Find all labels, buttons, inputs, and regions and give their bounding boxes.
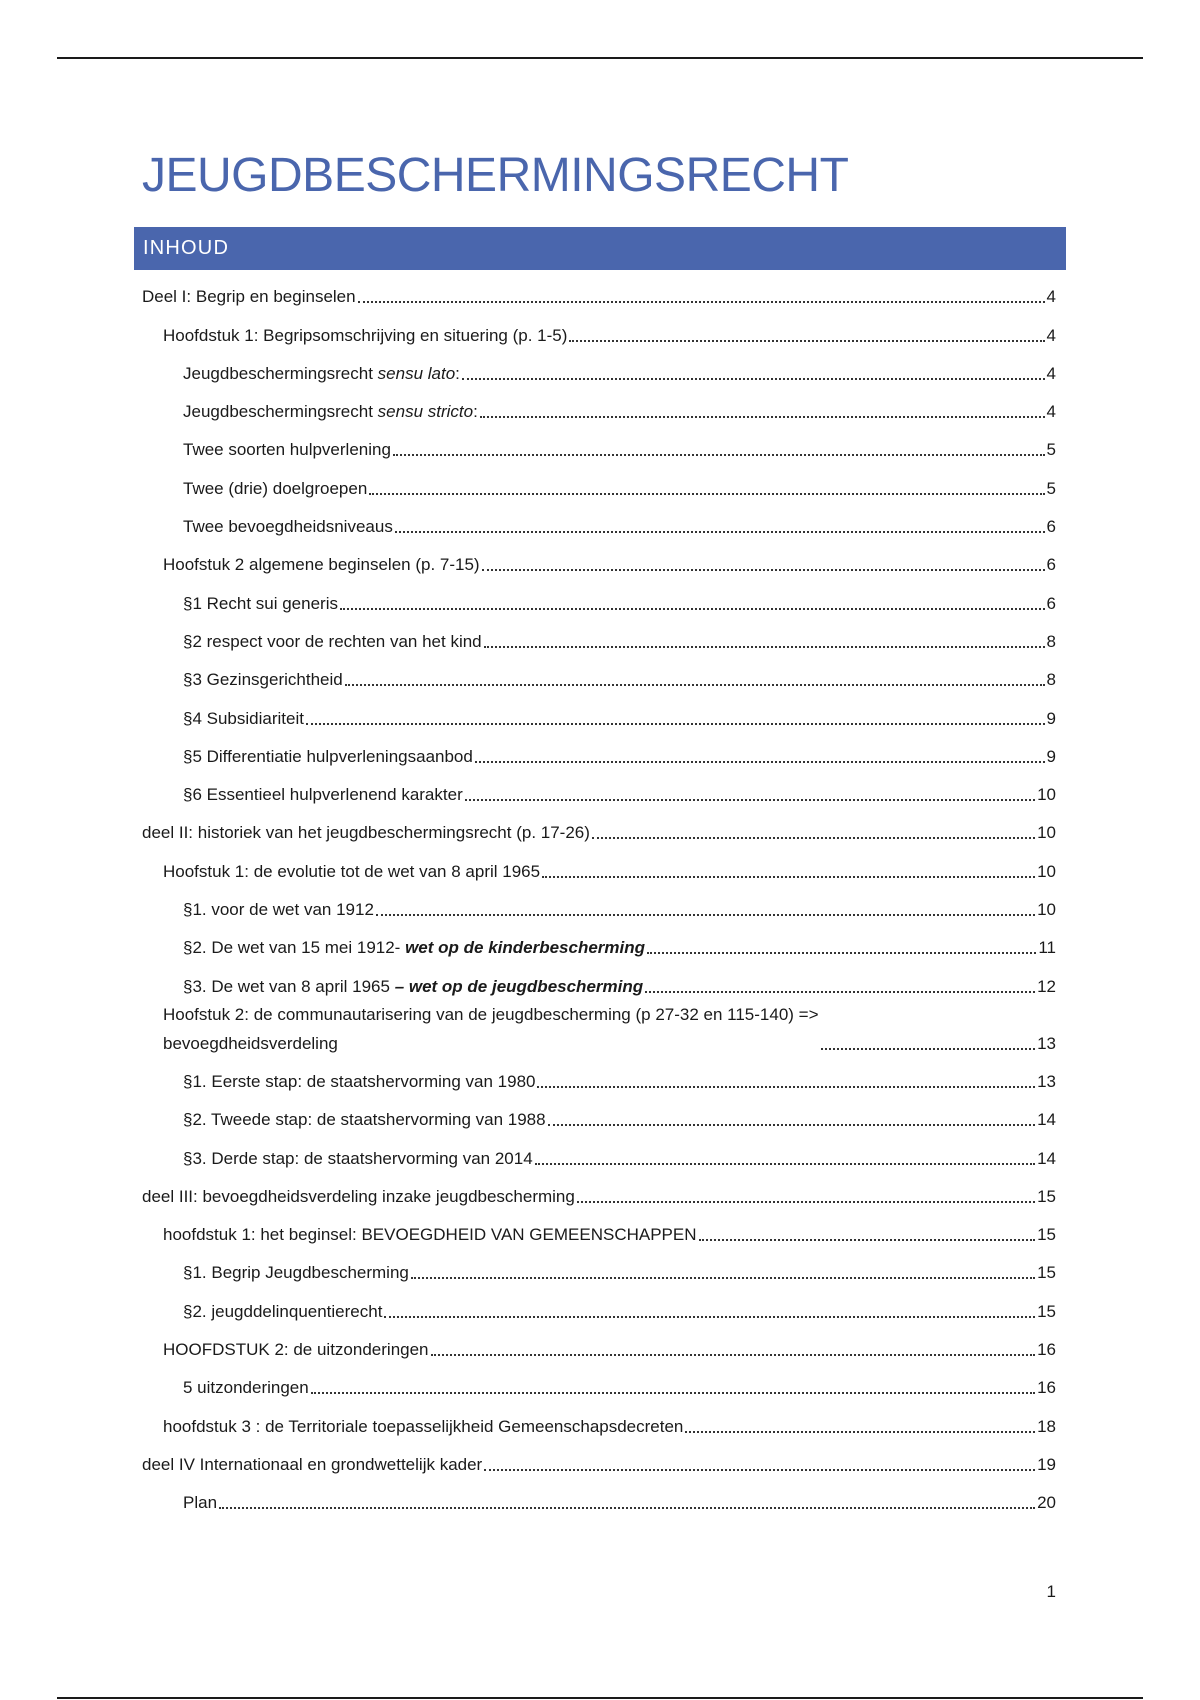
- toc-entry[interactable]: [142, 772, 1056, 810]
- toc-entry-label-italic: sensu lato: [377, 363, 456, 383]
- toc-entry-label: [183, 1302, 382, 1322]
- toc-entry[interactable]: [142, 1250, 1056, 1288]
- toc-entry-label: [183, 1263, 409, 1283]
- toc-entry-label-text: HOOFDSTUK 2: de uitzonderingen: [163, 1340, 429, 1360]
- toc-entry-label-text: hoofdstuk 1: het beginsel: BEVOEGDHEID VAN GEMEENSCHAPPEN: [163, 1225, 697, 1245]
- toc-leader-dots: [311, 1392, 1035, 1394]
- toc-entry[interactable]: [142, 1174, 1056, 1212]
- toc-entry[interactable]: [142, 1288, 1056, 1326]
- toc-entry-label-text: Plan: [183, 1493, 218, 1513]
- toc-entry[interactable]: [142, 657, 1056, 695]
- toc-entry-page: 15: [1037, 1186, 1056, 1206]
- toc-leader-dots: [465, 799, 1035, 801]
- toc-entry-page: 6: [1046, 593, 1056, 613]
- toc-entry-label: [183, 1378, 309, 1398]
- toc-entry-label: [183, 785, 463, 805]
- toc-entry[interactable]: [142, 504, 1056, 542]
- toc-leader-dots: [358, 301, 1045, 303]
- toc-leader-dots: [219, 1507, 1035, 1509]
- toc-entry-label-italic: sensu stricto: [377, 402, 474, 422]
- toc-entry-label-text: Jeugdbeschermingsrecht: [183, 363, 378, 383]
- toc-entry-label: [183, 900, 374, 920]
- toc-entry-label: [163, 862, 540, 882]
- toc-entry-label-text: Deel I: Begrip en beginselen: [142, 287, 356, 307]
- toc-leader-dots: [384, 1316, 1035, 1318]
- toc-leader-dots: [484, 646, 1045, 648]
- toc-entry-page: 4: [1046, 287, 1056, 307]
- toc-leader-dots: [431, 1354, 1036, 1356]
- toc-entry-label: [183, 938, 645, 958]
- toc-entry[interactable]: [142, 848, 1056, 886]
- toc-entry-label: [142, 823, 590, 843]
- toc-entry-label: [142, 287, 356, 307]
- toc-entry-page: 14: [1037, 1148, 1056, 1168]
- toc-entry-label-text: §3. De wet van 8 april 1965: [183, 976, 395, 996]
- toc-entry-page: 8: [1046, 670, 1056, 690]
- top-rule: [57, 57, 1143, 59]
- toc-entry-page: 10: [1037, 823, 1056, 843]
- toc-entry-label-text: §2 respect voor de rechten van het kind: [183, 631, 482, 651]
- toc-entry-label: [183, 364, 460, 384]
- toc-heading: INHOUD: [134, 227, 1066, 270]
- toc-entry[interactable]: [142, 619, 1056, 657]
- toc-entry-label: [183, 402, 478, 422]
- toc-leader-dots: [340, 608, 1045, 610]
- toc-entry-label: [183, 517, 393, 537]
- toc-entry-page: 15: [1037, 1263, 1056, 1283]
- toc-leader-dots: [542, 876, 1035, 878]
- toc-entry-label-text: Jeugdbeschermingsrecht: [183, 402, 378, 422]
- toc-leader-dots: [306, 723, 1045, 725]
- table-of-contents: [142, 274, 1056, 1518]
- toc-entry-label-text: §5 Differentiatie hulpverleningsaanbod: [183, 746, 473, 766]
- toc-entry[interactable]: [142, 1327, 1056, 1365]
- toc-entry[interactable]: [142, 1480, 1056, 1518]
- toc-entry-label-emphasis: wet op de kinderbescherming: [405, 938, 646, 958]
- toc-entry-label: [163, 326, 567, 346]
- toc-entry-label-line2: bevoegdheidsverdeling: [163, 1033, 338, 1053]
- toc-entry-page: 14: [1037, 1110, 1056, 1130]
- toc-entry-label-text: §6 Essentieel hulpverlenend karakter: [183, 785, 463, 805]
- bottom-rule: [57, 1697, 1143, 1699]
- toc-leader-dots: [462, 378, 1045, 380]
- toc-entry[interactable]: [142, 389, 1056, 427]
- toc-entry[interactable]: [142, 351, 1056, 389]
- toc-entry-page: 10: [1037, 900, 1056, 920]
- toc-leader-dots: [475, 761, 1045, 763]
- toc-entry-label-text: Hoofdstuk 1: Begripsomschrijving en situering (p. 1-5): [163, 325, 568, 345]
- toc-entry-page: 13: [1037, 1071, 1056, 1091]
- toc-leader-dots: [369, 493, 1044, 495]
- toc-entry[interactable]: [142, 465, 1056, 503]
- toc-entry[interactable]: [142, 1403, 1056, 1441]
- toc-entry-label: [183, 747, 473, 767]
- toc-entry[interactable]: [142, 887, 1056, 925]
- toc-entry-label: [183, 1072, 535, 1092]
- toc-entry-page: 4: [1046, 325, 1056, 345]
- toc-entry[interactable]: [142, 695, 1056, 733]
- toc-entry-page: 9: [1046, 708, 1056, 728]
- toc-entry-page: 6: [1046, 555, 1056, 575]
- toc-leader-dots: [535, 1163, 1035, 1165]
- toc-entry-label-text: Twee soorten hulpverlening: [183, 440, 391, 460]
- toc-entry-label-text: deel IV Internationaal en grondwettelijk kader: [142, 1454, 483, 1474]
- toc-entry-label-text: §1. voor de wet van 1912: [183, 900, 374, 920]
- toc-leader-dots: [647, 952, 1036, 954]
- toc-leader-dots: [484, 1469, 1035, 1471]
- toc-entry-label-text: deel III: bevoegdheidsverdeling inzake jeugdbescherming: [142, 1186, 575, 1206]
- toc-entry[interactable]: [142, 580, 1056, 618]
- toc-entry-label: [183, 440, 391, 460]
- page-number: 1: [1046, 1582, 1056, 1601]
- toc-leader-dots: [577, 1201, 1035, 1203]
- toc-entry-page: 18: [1037, 1416, 1056, 1436]
- toc-entry-page: 19: [1037, 1454, 1056, 1474]
- toc-entry[interactable]: [142, 1365, 1056, 1403]
- toc-entry-page: 10: [1037, 785, 1056, 805]
- toc-entry-page: 5: [1046, 478, 1056, 498]
- toc-entry-label-line1: Hoofstuk 2: de communautarisering van de jeugdbescherming (p 27-32 en 115-140) =>: [163, 1004, 819, 1024]
- toc-entry-page: 12: [1037, 976, 1056, 996]
- toc-entry[interactable]: [142, 312, 1056, 350]
- toc-entry-page: 9: [1046, 746, 1056, 766]
- toc-entry-label-text: §1. Begrip Jeugdbescherming: [183, 1263, 409, 1283]
- toc-entry[interactable]: [142, 427, 1056, 465]
- toc-leader-dots: [699, 1239, 1036, 1241]
- toc-entry-label: [183, 670, 343, 690]
- toc-entry-page: 15: [1037, 1225, 1056, 1245]
- toc-entry-label-text: §2. jeugddelinquentierecht: [183, 1301, 383, 1321]
- toc-leader-dots: [376, 914, 1035, 916]
- toc-leader-dots: [537, 1086, 1035, 1088]
- toc-leader-dots: [645, 991, 1035, 993]
- toc-entry-label: [183, 1493, 217, 1513]
- toc-entry-label: [183, 594, 338, 614]
- toc-entry-label: [163, 1005, 819, 1054]
- toc-entry-page: 4: [1046, 402, 1056, 422]
- toc-entry-page: 20: [1037, 1493, 1056, 1513]
- toc-entry-label-text: §3 Gezinsgerichtheid: [183, 670, 343, 690]
- toc-entry-page: 10: [1037, 861, 1056, 881]
- toc-entry-label-suffix: :: [455, 363, 460, 383]
- toc-entry-label: [183, 1110, 546, 1130]
- toc-entry[interactable]: [142, 1135, 1056, 1173]
- toc-entry-label: [163, 1417, 683, 1437]
- toc-entry-label: [163, 1225, 697, 1245]
- toc-entry-page: 4: [1046, 363, 1056, 383]
- toc-entry-page: 16: [1037, 1340, 1056, 1360]
- toc-entry-page: 15: [1037, 1301, 1056, 1321]
- toc-entry-page: 11: [1038, 938, 1056, 958]
- toc-entry-label-text: hoofdstuk 3 : de Territoriale toepasselijkheid Gemeenschapsdecreten: [163, 1416, 684, 1436]
- toc-leader-dots: [345, 684, 1045, 686]
- toc-entry-page: 16: [1037, 1378, 1056, 1398]
- toc-entry-label-text: §1. Eerste stap: de staatshervorming van 1980: [183, 1071, 536, 1091]
- toc-entry[interactable]: [142, 274, 1056, 312]
- toc-entry[interactable]: [142, 1002, 1056, 1059]
- toc-entry-label: [163, 555, 480, 575]
- toc-entry[interactable]: [142, 1212, 1056, 1250]
- toc-leader-dots: [395, 531, 1045, 533]
- toc-leader-dots: [482, 569, 1045, 571]
- toc-entry-label-text: Hoofstuk 1: de evolutie tot de wet van 8 april 1965: [163, 861, 541, 881]
- toc-entry-label-text: §2. De wet van 15 mei 1912-: [183, 938, 406, 958]
- toc-leader-dots: [569, 340, 1044, 342]
- toc-entry-label-text: deel II: historiek van het jeugdbeschermingsrecht (p. 17-26): [142, 823, 590, 843]
- toc-leader-dots: [393, 454, 1045, 456]
- toc-entry-label: [142, 1455, 482, 1475]
- toc-entry-label-emphasis: – wet op de jeugdbescherming: [394, 976, 644, 996]
- toc-leader-dots: [480, 416, 1045, 418]
- toc-entry-label-text: §2. Tweede stap: de staatshervorming van 1988: [183, 1110, 546, 1130]
- toc-leader-dots: [411, 1277, 1035, 1279]
- toc-entry[interactable]: [142, 963, 1056, 1001]
- toc-entry-page: 6: [1046, 517, 1056, 537]
- toc-entry-label: [183, 632, 482, 652]
- toc-entry-label-text: 5 uitzonderingen: [183, 1378, 309, 1398]
- toc-entry[interactable]: [142, 1059, 1056, 1097]
- document-title: JEUGDBESCHERMINGSRECHT: [142, 149, 849, 202]
- toc-entry-label: [163, 1340, 429, 1360]
- toc-leader-dots: [548, 1124, 1035, 1126]
- toc-entry-label-text: Twee bevoegdheidsniveaus: [183, 517, 393, 537]
- toc-entry-label-text: §4 Subsidiariteit: [183, 708, 304, 728]
- toc-entry[interactable]: [142, 1097, 1056, 1135]
- toc-entry-label-text: §3. Derde stap: de staatshervorming van 2014: [183, 1148, 533, 1168]
- toc-entry[interactable]: [142, 925, 1056, 963]
- toc-entry[interactable]: [142, 810, 1056, 848]
- toc-entry-label-text: Twee (drie) doelgroepen: [183, 478, 368, 498]
- toc-entry[interactable]: [142, 1442, 1056, 1480]
- toc-entry-label: [142, 1187, 575, 1207]
- toc-entry[interactable]: [142, 734, 1056, 772]
- toc-leader-dots: [821, 1048, 1036, 1050]
- toc-entry-label: [183, 1149, 533, 1169]
- toc-entry[interactable]: [142, 542, 1056, 580]
- toc-entry-label-text: Hoofstuk 2 algemene beginselen (p. 7-15): [163, 555, 480, 575]
- toc-entry-page: 8: [1046, 631, 1056, 651]
- toc-entry-label: [183, 977, 643, 997]
- toc-entry-label: [183, 709, 304, 729]
- toc-entry-page: 5: [1046, 440, 1056, 460]
- toc-entry-label-suffix: :: [473, 402, 478, 422]
- toc-leader-dots: [685, 1431, 1035, 1433]
- toc-entry-page: 13: [1037, 1033, 1056, 1053]
- toc-entry-label-text: §1 Recht sui generis: [183, 593, 338, 613]
- toc-entry-label: [183, 479, 367, 499]
- toc-leader-dots: [592, 837, 1035, 839]
